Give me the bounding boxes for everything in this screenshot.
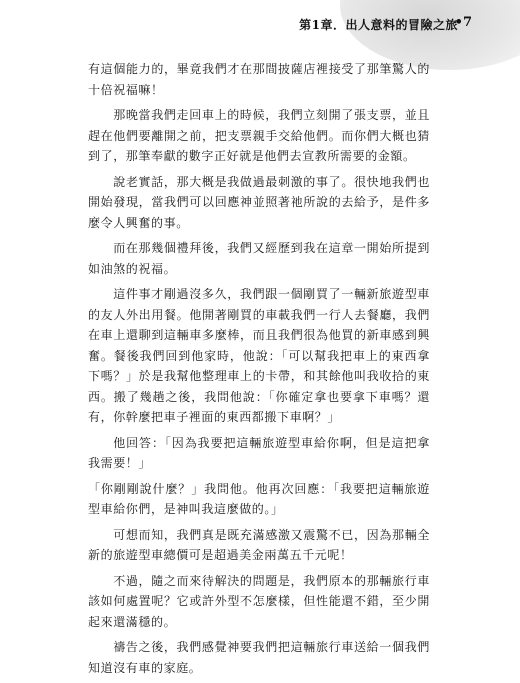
body-paragraph: 可想而知，我們真是既充滿感激又震驚不已，因為那輛全新的旅遊型車總價可是超過美金兩萬五千元呢！ bbox=[88, 527, 430, 562]
body-paragraph: 而在那幾個禮拜後，我們又經歷到我在這章一開始所提到如油煞的祝福。 bbox=[88, 241, 430, 276]
body-paragraph: 說老實話，那大概是我做過最刺激的事了。很快地我們也開始發現，當我們可以回應神並照著祂所說的去給予，是件多麼令人興奮的事。 bbox=[88, 174, 430, 230]
body-paragraph: 「你剛剛說什麼？」我問他。他再次回應：「我要把這輛旅遊型車給你們，是神叫我這麼做的。」 bbox=[88, 481, 430, 516]
page-number: •7 bbox=[454, 15, 472, 30]
body-paragraph: 不過，隨之而來待解決的問題是，我們原本的那輛旅行車該如何處置呢？它或許外型不怎麼樣，但性能還不錯，至少開起來還滿穩的。 bbox=[88, 573, 430, 629]
chapter-title: 第1章．出人意料的冒險之旅 bbox=[299, 18, 458, 32]
body-paragraph: 那晚當我們走回車上的時候，我們立刻開了張支票，並且趕在他們要離開之前，把支票親手交給他們。而你們大概也猜到了，那筆奉獻的數字正好就是他們去宣教所需要的金額。 bbox=[88, 108, 430, 163]
body-paragraph: 禱告之後，我們感覺神要我們把這輛旅行車送給一個我們知道沒有車的家庭。 bbox=[88, 640, 430, 675]
page-body bbox=[88, 59, 430, 683]
body-paragraph: 有這個能力的，畢竟我們才在那間披薩店裡接受了那筆驚人的十倍祝福嘛！ bbox=[88, 62, 430, 97]
page-header bbox=[0, 0, 520, 40]
body-paragraph: 他回答：「因為我要把這輛旅遊型車給你啊，但是這把拿我需要！」 bbox=[88, 435, 430, 470]
body-paragraph: 這件事才剛過沒多久，我們跟一個剛買了一輛新旅遊型車的友人外出用餐。他開著剛買的車載我們一行人去餐廳，我們在車上還聊到這輛車多麼棒，而且我們很為他買的新車感到興奮。餐後我們回到他家時，他說：「可以幫我把車上的東西拿下嗎？」於是我幫他整理車上的卡帶，和其餘他叫我收拾的東西。搬了幾趟之後，我問他說：「你確定拿也要拿下車嗎？還有，你幹麼把車子裡面的東西都搬下車啊？」 bbox=[88, 287, 430, 424]
